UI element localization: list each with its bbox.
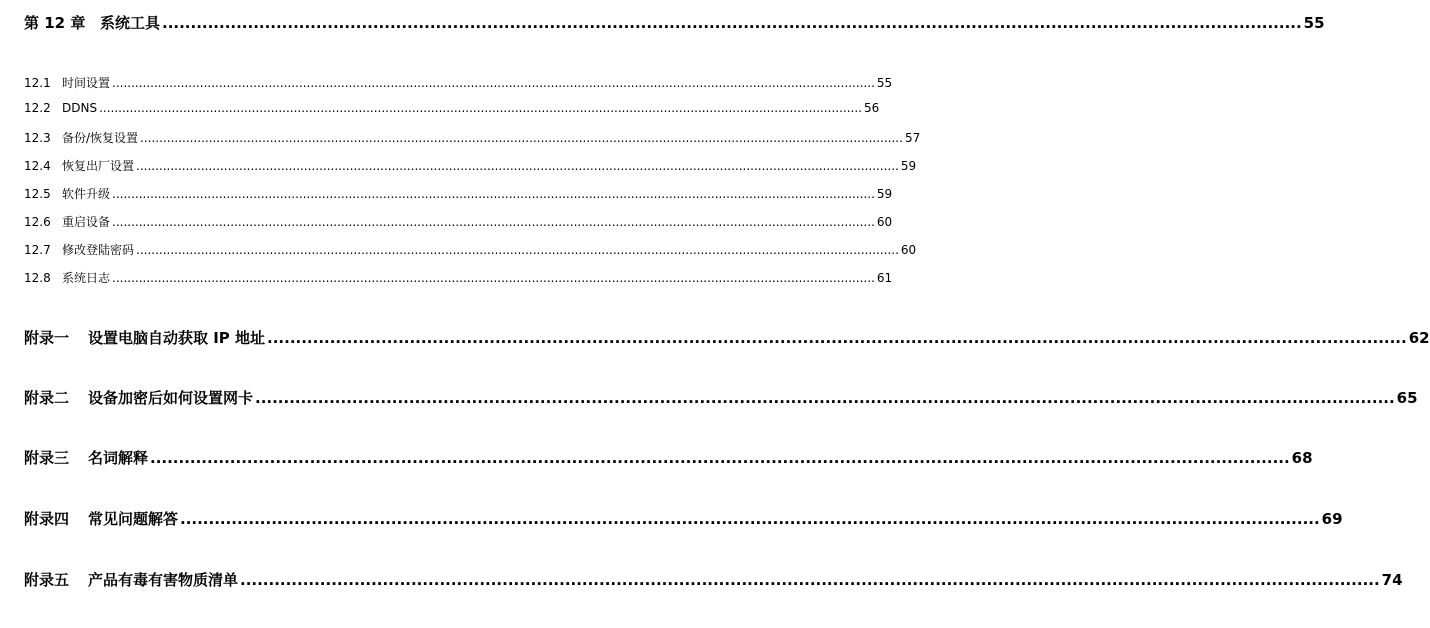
section-page: 59 — [876, 187, 893, 201]
toc-appendix-entry[interactable] — [24, 569, 1403, 590]
section-title: 软件升级 — [62, 187, 111, 201]
dot-leader: ........................................................................................................................................................................................................ — [180, 510, 1320, 528]
dot-leader: ........................................................................................................................................................................................................ — [112, 215, 875, 229]
toc-appendix-entry[interactable] — [24, 327, 1430, 348]
dot-leader: ........................................................................................................................................................................................................ — [112, 271, 875, 285]
appendix-title: 设置电脑自动获取 IP 地址 — [88, 329, 266, 347]
section-page: 55 — [876, 76, 893, 90]
toc-section-entry[interactable] — [24, 74, 893, 91]
section-page: 61 — [876, 271, 893, 285]
section-number: 12.7 — [24, 243, 51, 257]
dot-leader: ........................................................................................................................................................................................................ — [162, 14, 1302, 32]
dot-leader: ........................................................................................................................................................................................................ — [240, 571, 1380, 589]
appendix-title: 名词解释 — [88, 449, 149, 467]
section-page: 60 — [900, 243, 917, 257]
dot-leader: ........................................................................................................................................................................................................ — [255, 389, 1395, 407]
section-number: 12.1 — [24, 76, 51, 90]
section-page: 56 — [863, 101, 880, 115]
chapter-title: 系统工具 — [100, 14, 161, 32]
section-page: 59 — [900, 159, 917, 173]
section-title: 系统日志 — [62, 271, 111, 285]
section-number: 12.5 — [24, 187, 51, 201]
toc-section-entry[interactable] — [24, 185, 893, 202]
toc-section-entry[interactable] — [24, 101, 880, 115]
section-number: 12.8 — [24, 271, 51, 285]
section-title: DDNS — [62, 101, 98, 115]
chapter-page: 55 — [1303, 14, 1325, 32]
dot-leader: ........................................................................................................................................................................................................ — [140, 131, 903, 145]
section-title: 时间设置 — [62, 76, 111, 90]
appendix-number: 附录一 — [24, 329, 70, 347]
appendix-page: 69 — [1321, 510, 1343, 528]
section-number: 12.4 — [24, 159, 51, 173]
section-number: 12.2 — [24, 101, 51, 115]
appendix-page: 68 — [1291, 449, 1313, 467]
toc-section-entry[interactable] — [24, 129, 921, 146]
dot-leader: ........................................................................................................................................................................................................ — [136, 243, 899, 257]
appendix-title: 设备加密后如何设置网卡 — [88, 389, 254, 407]
toc-section-entry[interactable] — [24, 157, 917, 174]
dot-leader: ........................................................................................................................................................................................................ — [99, 101, 862, 115]
appendix-number: 附录四 — [24, 510, 70, 528]
section-title: 重启设备 — [62, 215, 111, 229]
chapter-number: 第 12 章 — [24, 14, 86, 32]
toc-section-entry[interactable] — [24, 269, 893, 286]
appendix-number: 附录三 — [24, 449, 70, 467]
toc-section-entry[interactable] — [24, 241, 917, 258]
appendix-title: 常见问题解答 — [88, 510, 179, 528]
dot-leader: ........................................................................................................................................................................................................ — [112, 187, 875, 201]
section-title: 备份/恢复设置 — [62, 131, 139, 145]
toc-appendix-entry[interactable] — [24, 387, 1418, 408]
section-title: 恢复出厂设置 — [62, 159, 135, 173]
section-page: 57 — [904, 131, 921, 145]
section-page: 60 — [876, 215, 893, 229]
toc-section-entry[interactable] — [24, 213, 893, 230]
dot-leader: ........................................................................................................................................................................................................ — [112, 76, 875, 90]
section-number: 12.6 — [24, 215, 51, 229]
appendix-page: 74 — [1381, 571, 1403, 589]
appendix-page: 62 — [1408, 329, 1430, 347]
appendix-page: 65 — [1396, 389, 1418, 407]
appendix-title: 产品有毒有害物质清单 — [88, 571, 239, 589]
dot-leader: ........................................................................................................................................................................................................ — [150, 449, 1290, 467]
toc-appendix-entry[interactable] — [24, 508, 1343, 529]
dot-leader: ........................................................................................................................................................................................................ — [136, 159, 899, 173]
toc-chapter-entry[interactable] — [24, 12, 1325, 33]
section-number: 12.3 — [24, 131, 51, 145]
dot-leader: ........................................................................................................................................................................................................ — [267, 329, 1407, 347]
appendix-number: 附录五 — [24, 571, 70, 589]
appendix-number: 附录二 — [24, 389, 70, 407]
toc-appendix-entry[interactable] — [24, 447, 1313, 468]
section-title: 修改登陆密码 — [62, 243, 135, 257]
